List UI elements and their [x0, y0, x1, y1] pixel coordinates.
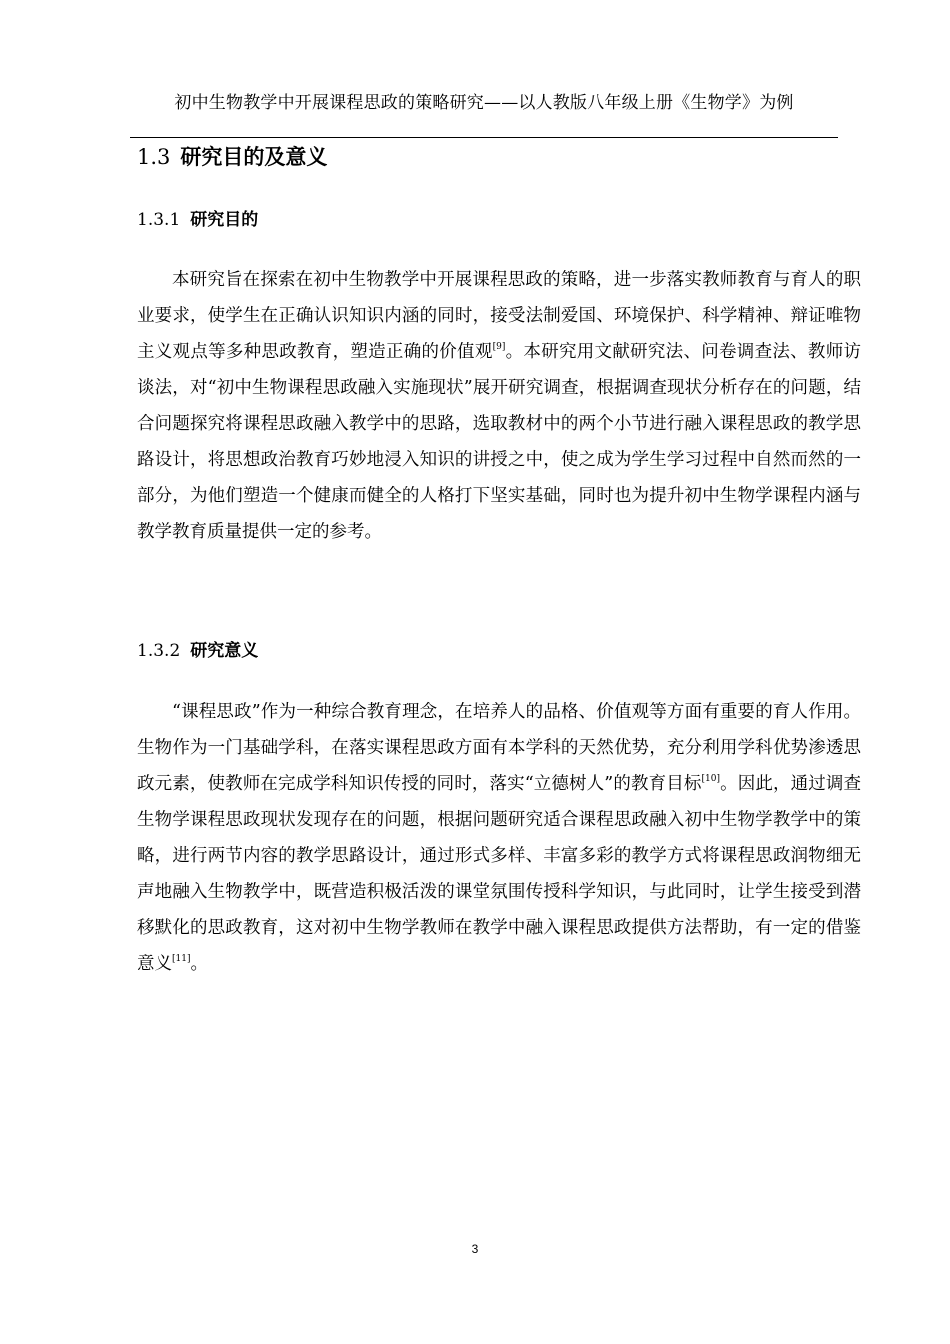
citation-ref-9[interactable]: [9] — [492, 342, 506, 352]
subsection-number: 1.3.1 — [137, 210, 181, 230]
subsection-title-text: 研究意义 — [190, 641, 259, 661]
paragraph-text: 本研究旨在探索在初中生物教学中开展课程思政的策略，进一步落实教师教育与育人的职业要求，使学生在正确认识知识内涵的同时，接受法制爱国、环境保护、科学精神、辩证唯物主义观点等多种思政教育，塑造正确的价值观 — [137, 270, 861, 362]
section-title-text: 研究目的及意义 — [180, 145, 328, 169]
paragraph-text: 。因此，通过调查生物学课程思政现状发现存在的问题，根据问题研究适合课程思政融入初中生物学教学中的策略，进行两节内容的教学思路设计，通过形式多样、丰富多彩的教学方式将课程思政润物细无声地融入生物教学中，既营造积极活泼的课堂氛围传授科学知识，与此同时，让学生接受到潜移默化的思政教育，这对初中生物学教师在教学中融入课程思政提供方法帮助，有一定的借鉴意义 — [137, 774, 861, 974]
subsection-heading-significance — [137, 639, 258, 663]
section-number: 1.3 — [137, 145, 171, 169]
paragraph-text: 。本研究用文献研究法、问卷调查法、教师访谈法，对“初中生物课程思政融入实施现状”展开研究调查，根据调查现状分析存在的问题，结合问题探究将课程思政融入教学中的思路，选取教材中的两个小节进行融入课程思政的教学思路设计，将思想政治教育巧妙地浸入知识的讲授之中，使之成为学生学习过程中自然而然的一部分，为他们塑造一个健康而健全的人格打下坚实基础，同时也为提升初中生物学课程内涵与教学教育质量提供一定的参考。 — [137, 342, 861, 542]
paragraph-significance — [137, 694, 861, 982]
paragraph-purpose — [137, 262, 861, 550]
header-rule — [130, 137, 838, 138]
page-number: 3 — [471, 1242, 479, 1256]
citation-ref-11[interactable]: [11] — [172, 954, 191, 964]
subsection-heading-purpose — [137, 208, 258, 232]
running-header: 初中生物教学中开展课程思政的策略研究——以人教版八年级上册《生物学》为例 — [174, 93, 794, 113]
citation-ref-10[interactable]: [10] — [701, 774, 720, 784]
paragraph-text: 。 — [190, 954, 208, 974]
paragraph-text: “课程思政”作为一种综合教育理念，在培养人的品格、价值观等方面有重要的育人作用。生物作为一门基础学科，在落实课程思政方面有本学科的天然优势，充分利用学科优势渗透思政元素，使教师在完成学科知识传授的同时，落实“立德树人”的教育目标 — [137, 702, 861, 794]
section-heading — [137, 143, 327, 171]
subsection-number: 1.3.2 — [137, 641, 181, 661]
subsection-title-text: 研究目的 — [190, 210, 259, 230]
